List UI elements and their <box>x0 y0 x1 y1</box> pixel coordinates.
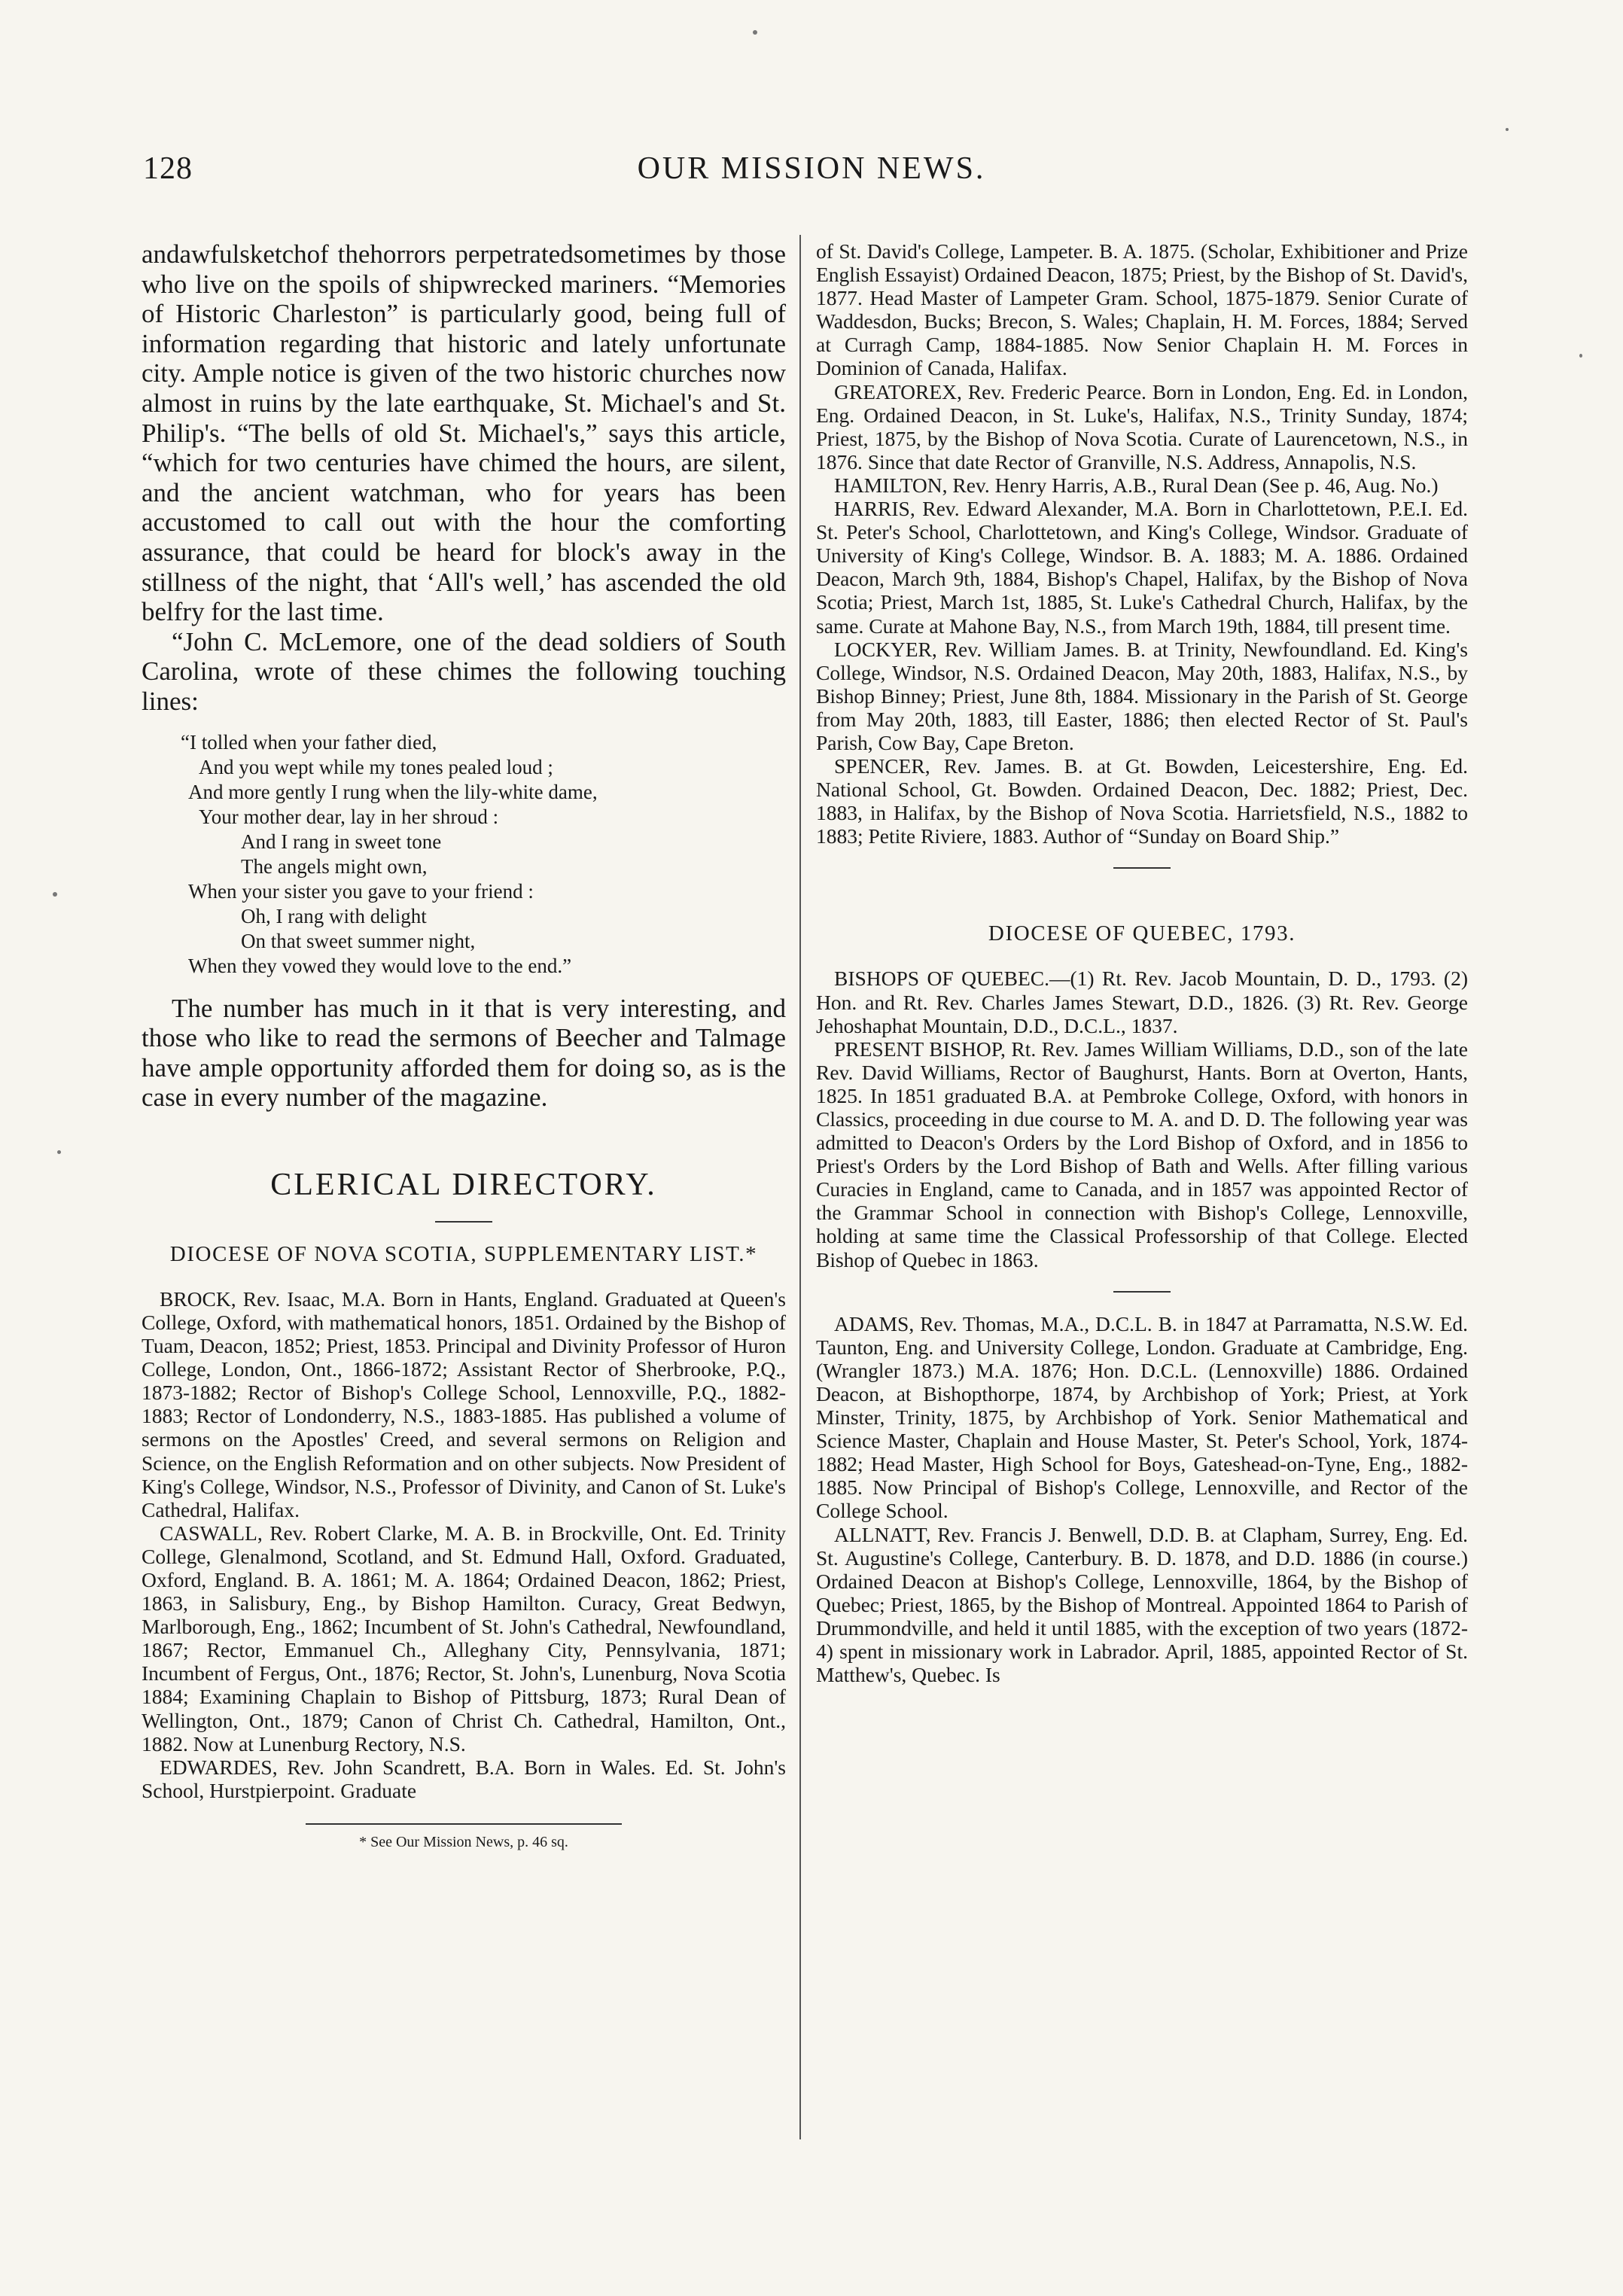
poem-line: On that sweet summer night, <box>241 929 476 952</box>
directory-entry: ALLNATT, Rev. Francis J. Benwell, D.D. B. at Clapham, Surrey, Eng. Ed. St. Augustine's College, Canterbury. B. D. 1878, and D.D. 1886 (in course.) Ordained Deacon at Bishop's College, Lennoxville, 1864, by the Bishop of Quebec; Priest, 1865, by the Bishop of Montreal. Appointed 1864 to Parish of Drummondville, and held it until 1885, with the exception of two years (1872-4) spent in missionary work in Labrador. April, 1885, appointed Rector of St. Matthew's, Quebec. Is <box>816 1522 1468 1687</box>
closing-paragraph: The number has much in it that is very interesting, and those who like to read the sermons of Beecher and Talmage have ample opportunity afforded them for doing so, as is the case in every number of the magazine. <box>142 993 786 1113</box>
poem-line: Oh, I rang with delight <box>241 904 427 927</box>
poem-line: When they vowed they would love to the end.” <box>188 954 572 977</box>
diocese-heading: DIOCESE OF NOVA SCOTIA, SUPPLEMENTARY LIST.* <box>169 1241 758 1266</box>
mclemore-paragraph: “John C. McLemore, one of the dead soldiers of South Carolina, wrote of these chimes the following touching lines: <box>142 626 786 716</box>
poem-line: When your sister you gave to your friend : <box>188 879 534 903</box>
directory-entry: LOCKYER, Rev. William James. B. at Trinity, Newfoundland. Ed. King's College, Windsor, N.S. Ordained Deacon, May 20th, 1883, Halifax, N.S., by Bishop Binney; Priest, June 8th, 1884. Missionary in the Parish of St. George from May 20th, 1883, till Easter, 1886; then elected Rector of St. Paul's Parish, Cow Bay, Cape Breton. <box>816 637 1468 754</box>
directory-entry: HARRIS, Rev. Edward Alexander, M.A. Born in Charlottetown, P.E.I. Ed. St. Peter's School, Charlottetown, and King's College, Windsor. Graduate of University of King's College, Windsor. B. A. 1883; M. A. 1886. Ordained Deacon, March 9th, 1884, Bishop's Chapel, Halifax, by the Bishop of Nova Scotia; Priest, March 1st, 1885, St. Luke's Cathedral Church, Halifax, by the same. Curate at Mahone Bay, N.S., from March 19th, 1884, till present time. <box>816 497 1468 638</box>
directory-entry: BROCK, Rev. Isaac, M.A. Born in Hants, England. Graduated at Queen's College, Oxford, with mathematical honors, 1851. Ordained by the Bishop of Tuam, Deacon, 1852; Priest, 1853. Principal and Divinity Professor of Huron College, London, Ont., 1866-1872; Assistant Rector of Sherbrooke, P.Q., 1873-1882; Rector of Bishop's College School, Lennoxville, P.Q., 1882-1883; Rector of Londonderry, N.S., 1883-1885. Has published a volume of sermons on the Apostles' Creed, and several sermons on Religion and Science, on the English Reformation and on other subjects. Now President of King's College, Windsor, N.S., Professor of Divinity, and Canon of St. Luke's Cathedral, Halifax. <box>142 1287 786 1521</box>
directory-entry: SPENCER, Rev. James. B. at Gt. Bowden, Leicestershire, Eng. Ed. National School, Gt. Bowden. Ordained Deacon, Dec. 1882; Priest, Dec. 1883, in Halifax, by the Bishop of Nova Scotia. Harrietsfield, N.S., 1882 to 1883; Petite Riviere, 1883. Author of “Sunday on Board Ship.” <box>816 754 1468 848</box>
footnote: * See Our Mission News, p. 46 sq. <box>359 1833 568 1850</box>
right-column <box>816 239 1468 1686</box>
poem-line: Your mother dear, lay in her shroud : <box>199 805 499 828</box>
directory-entry: HAMILTON, Rev. Henry Harris, A.B., Rural Dean (See p. 46, Aug. No.) <box>834 473 1439 497</box>
directory-entry: of St. David's College, Lampeter. B. A. 1875. (Scholar, Exhibitioner and Prize English Essayist) Ordained Deacon, 1875; Priest, by the Bishop of St. David's, 1877. Head Master of Lampeter Gram. School, 1875-1879. Senior Curate of Waddesdon, Bucks; Brecon, S. Wales; Chaplain, H. M. Forces, 1884; Served at Curragh Camp, 1884-1885. Now Senior Chaplain H. M. Forces in Dominion of Canada, Halifax. <box>816 239 1468 380</box>
running-head: OUR MISSION NEWS. <box>637 151 986 186</box>
present-bishop-entry: PRESENT BISHOP, Rt. Rev. James William Williams, D.D., son of the late Rev. David Williams, Rector of Baughurst, Hants. Born at Overton, Hants, 1825. In 1851 graduated B.A. at Pembroke College, Oxford, with honors in Classics, proceeding in due course to M. A. and D. D. The following year was admitted to Deacon's Orders by the Lord Bishop of Oxford, and in 1856 to Priest's Orders by the Lord Bishop of Bath and Wells. After filling various Curacies in England, came to Canada, and in 1857 was appointed Rector of the Grammar School in connection with Bishop's College, Lennoxville, holding at same time the Classical Professorship of that College. Elected Bishop of Quebec in 1863. <box>816 1037 1468 1271</box>
left-column <box>142 239 786 1851</box>
print-speck <box>1579 354 1582 358</box>
poem-line: The angels might own, <box>241 854 428 878</box>
section-title: CLERICAL DIRECTORY. <box>270 1167 657 1202</box>
quebec-heading: DIOCESE OF QUEBEC, 1793. <box>988 921 1296 946</box>
title-rule <box>435 1221 492 1223</box>
page-number: 128 <box>143 151 193 186</box>
poem-line: And more gently I rung when the lily-white dame, <box>188 780 598 803</box>
directory-entry: GREATOREX, Rev. Frederic Pearce. Born in London, Eng. Ed. in London, Eng. Ordained Deacon, in St. Luke's, Halifax, N.S., Trinity Sunday, 1874; Priest, 1875, by the Bishop of Nova Scotia. Curate of Laurencetown, N.S., in 1876. Since that date Rector of Granville, N.S. Address, Annapolis, N.S. <box>816 379 1468 474</box>
directory-entry: ADAMS, Rev. Thomas, M.A., D.C.L. B. in 1847 at Parramatta, N.S.W. Ed. Taunton, Eng. and University College, London. Graduate at Cambridge, Eng. (Wrangler 1873.) M.A. 1876; Hon. D.C.L. (Lennoxville) 1886. Ordained Deacon, at Bishopthorpe, 1874, by Archbishop of York; Priest, at York Minster, Trinity, 1875, by Archbishop of York. Senior Mathematical and Science Master, Chaplain and House Master, St. Peter's School, York, 1874-1882; Head Master, High School for Boys, Gateshead-on-Tyne, Eng., 1882-1885. Now Principal of Bishop's College, Lennoxville, and Rector of the College School. <box>816 1311 1468 1523</box>
directory-entry: CASWALL, Rev. Robert Clarke, M. A. B. in Brockville, Ont. Ed. Trinity College, Glenalmond, Scotland, and St. Edmund Hall, Oxford. Graduated, Oxford, England. B. A. 1861; M. A. 1864; Ordained Deacon, 1862; Priest, 1863, in Salisbury, Eng., by Bishop Hamilton. Curacy, Great Bedwyn, Marlborough, Eng., 1862; Incumbent of St. John's Cathedral, Newfoundland, 1867; Rector, Emmanuel Ch., Alleghany City, Pennsylvania, 1871; Incumbent of Fergus, Ont., 1876; Rector, St. John's, Lunenburg, Nova Scotia 1884; Examining Chaplain to Bishop of Pittsburg, 1873; Rural Dean of Wellington, Ont., 1879; Canon of Christ Ch. Cathedral, Hamilton, Ont., 1882. Now at Lunenburg Rectory, N.S. <box>142 1521 786 1755</box>
column-divider <box>799 235 801 2139</box>
poem-line: “I tolled when your father died, <box>181 730 437 754</box>
poem-line: And you wept while my tones pealed loud ; <box>199 755 553 778</box>
print-speck <box>57 1150 61 1154</box>
poem <box>142 730 786 979</box>
print-speck <box>53 892 57 897</box>
footnote-rule <box>306 1823 622 1825</box>
review-paragraph: andawfulsketchof thehorrors perpetratedsometimes by those who live on the spoils of shipwrecked mariners. “Memories of Historic Charleston” is particularly good, being full of information regarding that historic and lately unfortunate city. Ample notice is given of the two historic churches now almost in ruins by the late earthquake, St. Michael's and St. Philip's. “The bells of old St. Michael's,” says this article, “which for two centuries have chimed the hours, are silent, and the ancient watchman, who for years has been accustomed to call out with the hour the comforting assurance, that could be heard for block's away in the stillness of the night, that ‘All's well,’ has ascended the old belfry for the last time. <box>142 239 786 627</box>
poem-line: And I rang in sweet tone <box>241 830 442 853</box>
print-speck <box>1506 128 1509 131</box>
directory-entry: EDWARDES, Rev. John Scandrett, B.A. Born in Wales. Ed. St. John's School, Hurstpierpoint. Graduate <box>142 1755 786 1802</box>
section-rule <box>1113 867 1171 869</box>
bishops-entry: BISHOPS OF QUEBEC.—(1) Rt. Rev. Jacob Mountain, D. D., 1793. (2) Hon. and Rt. Rev. Charles James Stewart, D.D., 1826. (3) Rt. Rev. George Jehoshaphat Mountain, D.D., D.C.L., 1837. <box>816 967 1468 1037</box>
print-speck <box>753 30 757 35</box>
